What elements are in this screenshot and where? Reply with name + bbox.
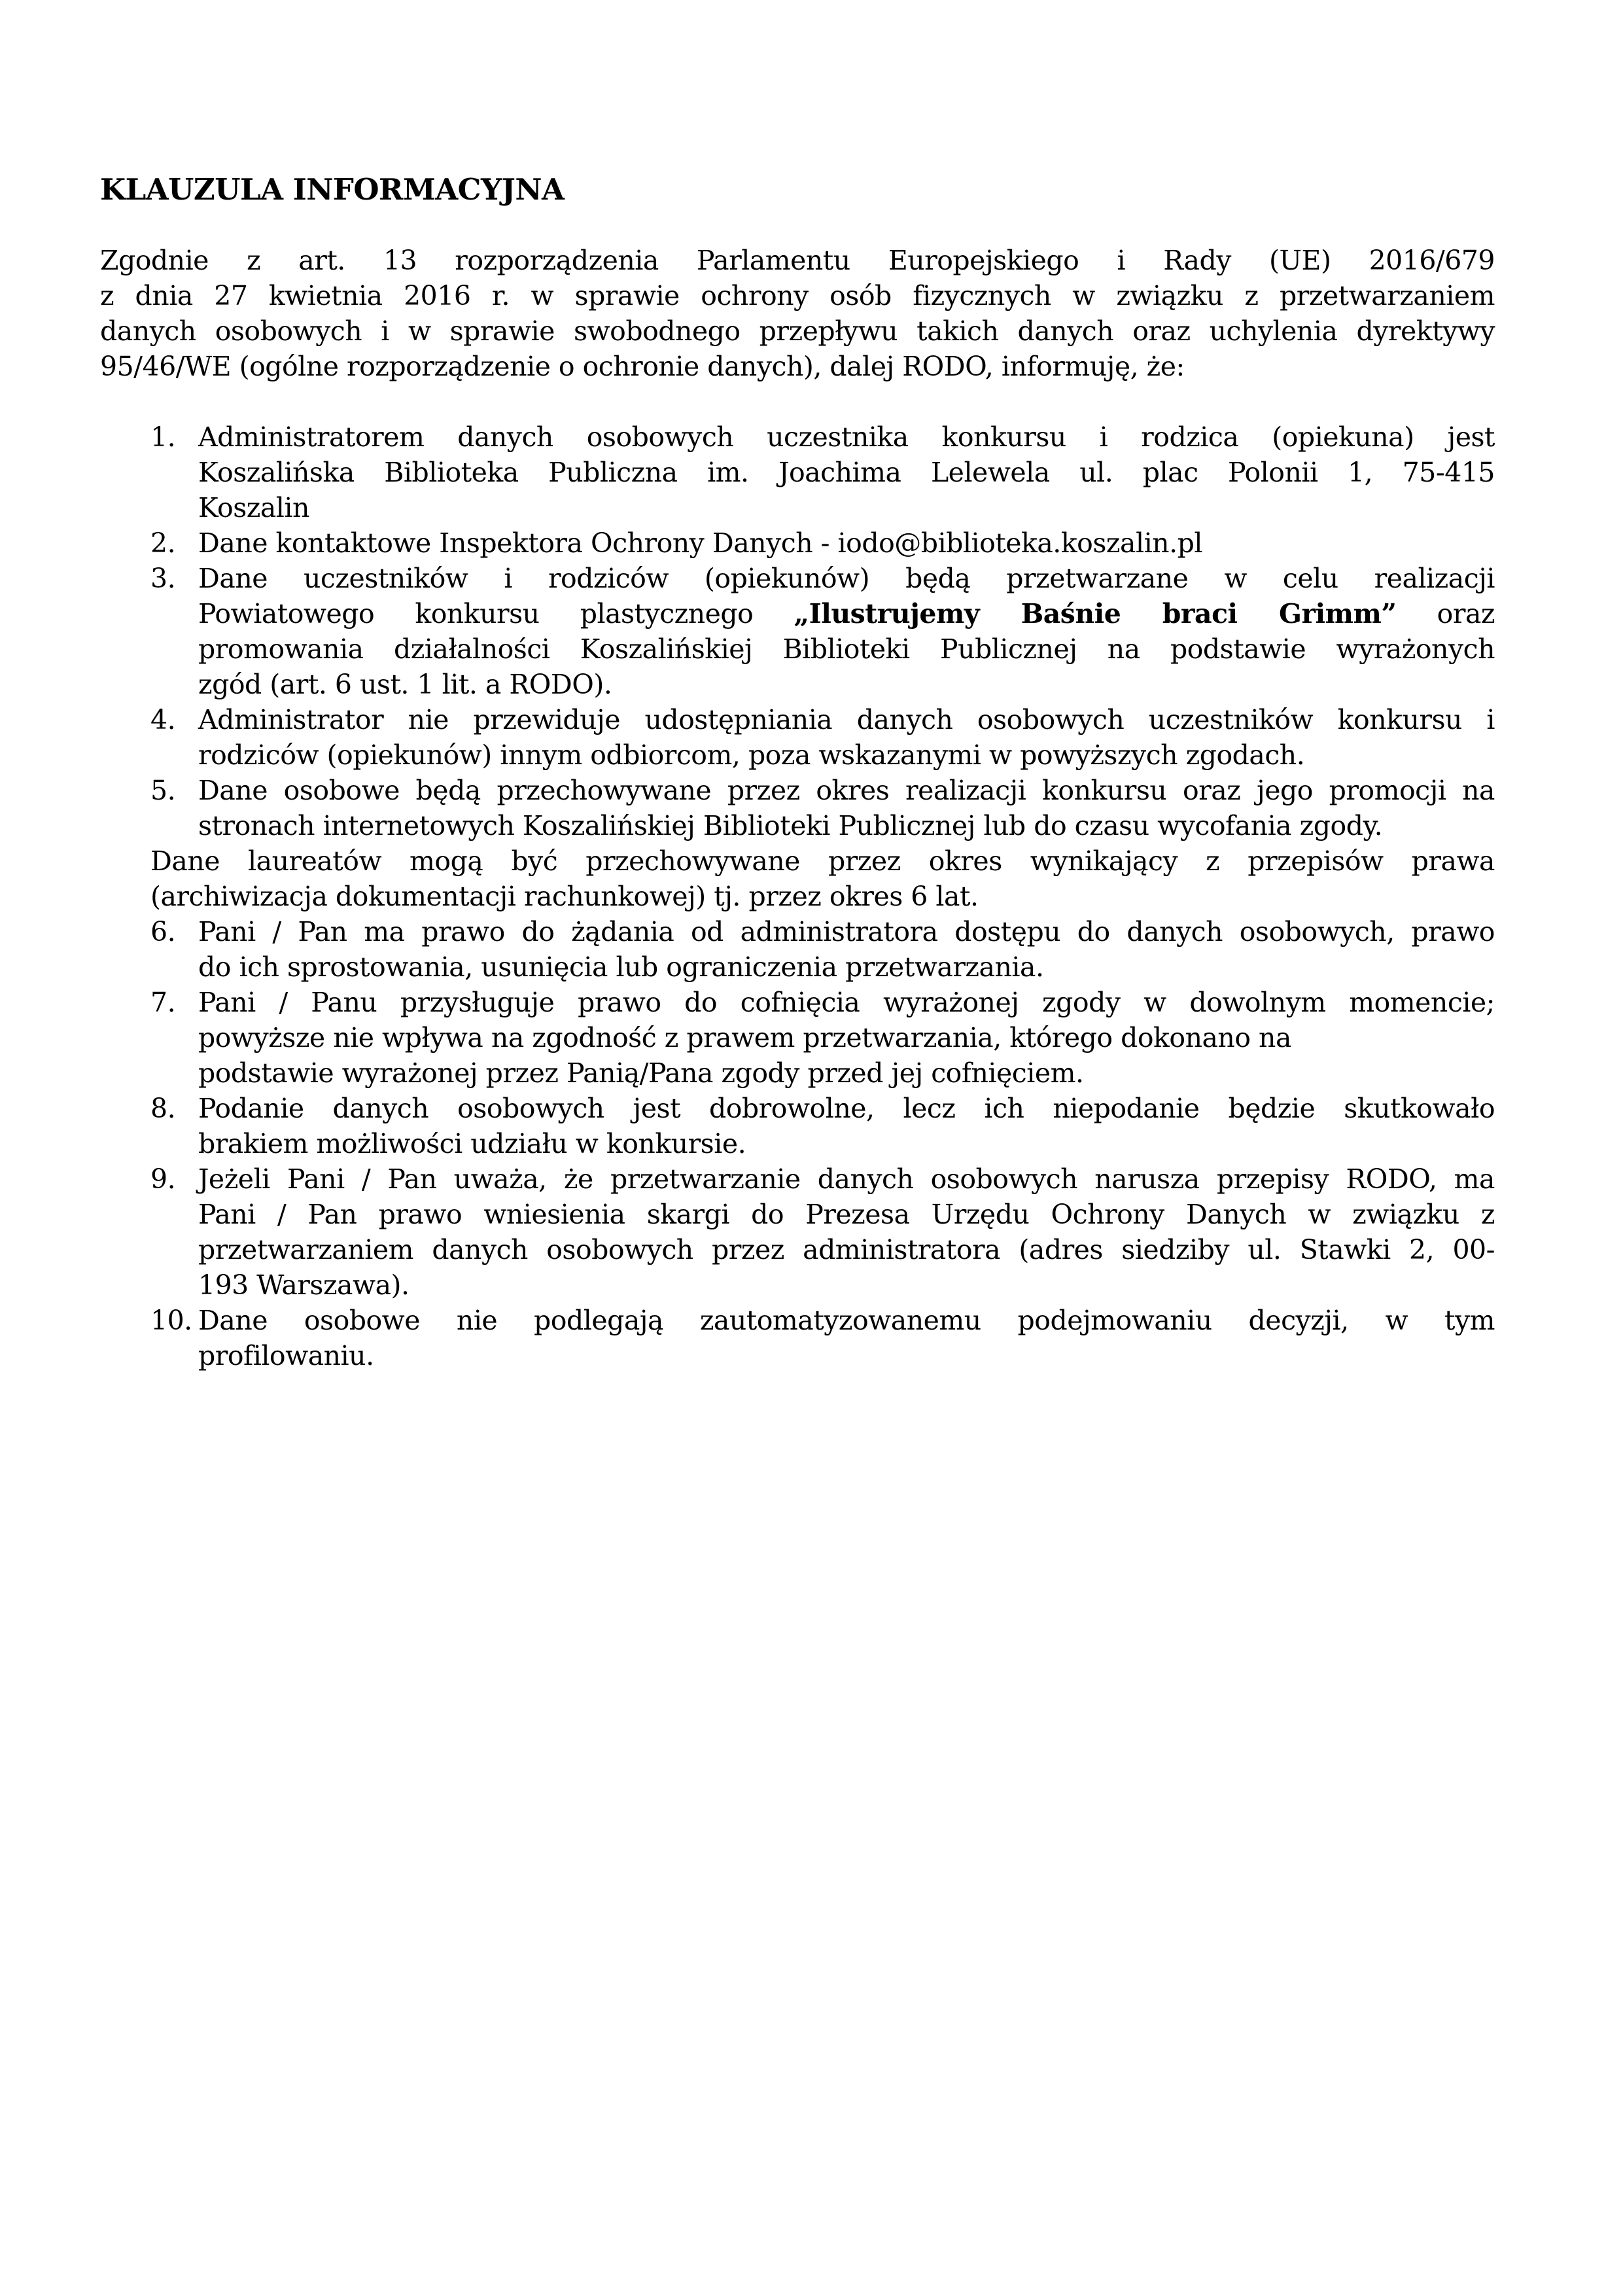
list-item-1-line-3: Koszalin [198, 492, 309, 523]
list-item-7-line-3: podstawie wyrażonej przez Panią/Pana zgody przed jej cofnięciem. [198, 1057, 1084, 1089]
intro-line-4: 95/46/WE (ogólne rozporządzenie o ochronie danych), dalej RODO, informuję, że: [100, 351, 1185, 382]
list-item-9-text: Jeżeli Pani / Pan uważa, że przetwarzanie danych osobowych narusza przepisy RODO, ma [198, 1163, 1495, 1195]
list-item-8-text: Podanie danych osobowych jest dobrowolne, lecz ich niepodanie będzie skutkowało [198, 1093, 1495, 1124]
contest-name-bold: „Ilustrujemy Baśnie braci Grimm” [794, 598, 1397, 629]
list-item-1-line-2: Koszalińska Biblioteka Publiczna im. Joachima Lelewela ul. plac Polonii 1, 75-415 [198, 457, 1495, 488]
list-item-6-line-2: do ich sprostowania, usunięcia lub ograniczenia przetwarzania. [198, 951, 1044, 983]
list-item-8-line-2: brakiem możliwości udziału w konkursie. [198, 1128, 746, 1159]
list-item-4-line-2: rodziców (opiekunów) innym odbiorcom, poza wskazanymi w powyższych zgodach. [198, 739, 1305, 771]
contest-name-prefix: Powiatowego konkursu plastycznego [198, 598, 794, 629]
intro-line-1: Zgodnie z art. 13 rozporządzenia Parlamentu Europejskiego i Rady (UE) 2016/679 [100, 245, 1495, 276]
list-item-5-line-1 [100, 773, 1495, 808]
list-item-4-number: 4. [150, 704, 176, 735]
list-item-7-text: Pani / Panu przysługuje prawo do cofnięcia wyrażonej zgody w dowolnym momencie; [198, 987, 1495, 1018]
list-item-3-number: 3. [150, 563, 176, 594]
list-item-5-text: Dane osobowe będą przechowywane przez okres realizacji konkursu oraz jego promocji na [198, 775, 1495, 806]
list-item-7-line-2: powyższe nie wpływa na zgodność z prawem przetwarzania, którego dokonano na [198, 1022, 1291, 1053]
list-item-9-number: 9. [150, 1163, 176, 1195]
list-item-5-number: 5. [150, 775, 176, 806]
intro-line-3: danych osobowych i w sprawie swobodnego przepływu takich danych oraz uchylenia dyrektywy [100, 315, 1495, 347]
list-item-4-text: Administrator nie przewiduje udostępniania danych osobowych uczestników konkursu i [198, 704, 1495, 735]
list-item-5-line-2: stronach internetowych Koszalińskiej Biblioteki Publicznej lub do czasu wycofania zgody. [198, 810, 1383, 841]
list-item-3-line-1 [100, 561, 1495, 596]
list-item-9-line-3: przetwarzaniem danych osobowych przez administratora (adres siedziby ul. Stawki 2, 00- [198, 1234, 1495, 1265]
contest-name-suffix: oraz [1396, 598, 1495, 629]
list-item-8-line-1 [100, 1091, 1495, 1126]
list-item-10-text: Dane osobowe nie podlegają zautomatyzowanemu podejmowaniu decyzji, w tym [198, 1305, 1495, 1336]
list-item-1-text: Administratorem danych osobowych uczestnika konkursu i rodzica (opiekuna) jest [198, 421, 1495, 453]
list-item-3-text: Dane uczestników i rodziców (opiekunów) będą przetwarzane w celu realizacji [198, 563, 1495, 594]
list-item-6-line-1 [100, 914, 1495, 949]
laureates-note-line-1: Dane laureatów mogą być przechowywane przez okres wynikający z przepisów prawa [150, 845, 1495, 877]
list-item-9-line-1 [100, 1161, 1495, 1197]
blank-line [100, 384, 1495, 419]
intro-paragraph [100, 243, 1495, 384]
list-item-7-line-1 [100, 985, 1495, 1020]
list-item-10-line-1 [100, 1303, 1495, 1338]
document-title: KLAUZULA INFORMACYJNA [100, 172, 565, 207]
list-item-10-number: 10. [150, 1305, 192, 1336]
list-item-2-number: 2. [150, 527, 176, 559]
list-item-9-line-2: Pani / Pan prawo wniesienia skargi do Prezesa Urzędu Ochrony Danych w związku z [198, 1199, 1495, 1230]
laureates-note-line-2: (archiwizacja dokumentacji rachunkowej) tj. przez okres 6 lat. [150, 881, 979, 912]
list-item-6-text: Pani / Pan ma prawo do żądania od administratora dostępu do danych osobowych, prawo [198, 916, 1495, 947]
list-item-3-line-4: zgód (art. 6 ust. 1 lit. a RODO). [198, 669, 612, 700]
list-item-1-number: 1. [150, 421, 176, 453]
list-item-2-text: Dane kontaktowe Inspektora Ochrony Danych - iodo@biblioteka.koszalin.pl [198, 527, 1202, 559]
numbered-list [100, 419, 1495, 1373]
list-item-10-line-2: profilowaniu. [198, 1340, 374, 1371]
list-item-8-number: 8. [150, 1093, 176, 1124]
intro-line-2: z dnia 27 kwietnia 2016 r. w sprawie ochrony osób fizycznych w związku z przetwarzaniem [100, 280, 1495, 311]
list-item-3-line-3: promowania działalności Koszalińskiej Biblioteki Publicznej na podstawie wyrażonych [198, 633, 1495, 665]
list-item-6-number: 6. [150, 916, 176, 947]
laureates-note [100, 843, 1495, 914]
document-content [100, 172, 1495, 1373]
blank-line [100, 207, 1495, 243]
list-item-1-line-1 [100, 419, 1495, 455]
list-item-9-line-4: 193 Warszawa). [198, 1269, 410, 1301]
list-item-4-line-1 [100, 702, 1495, 737]
list-item-2-line-1 [100, 525, 1495, 561]
list-item-3-line-2 [100, 596, 1495, 631]
list-item-7-number: 7. [150, 987, 176, 1018]
